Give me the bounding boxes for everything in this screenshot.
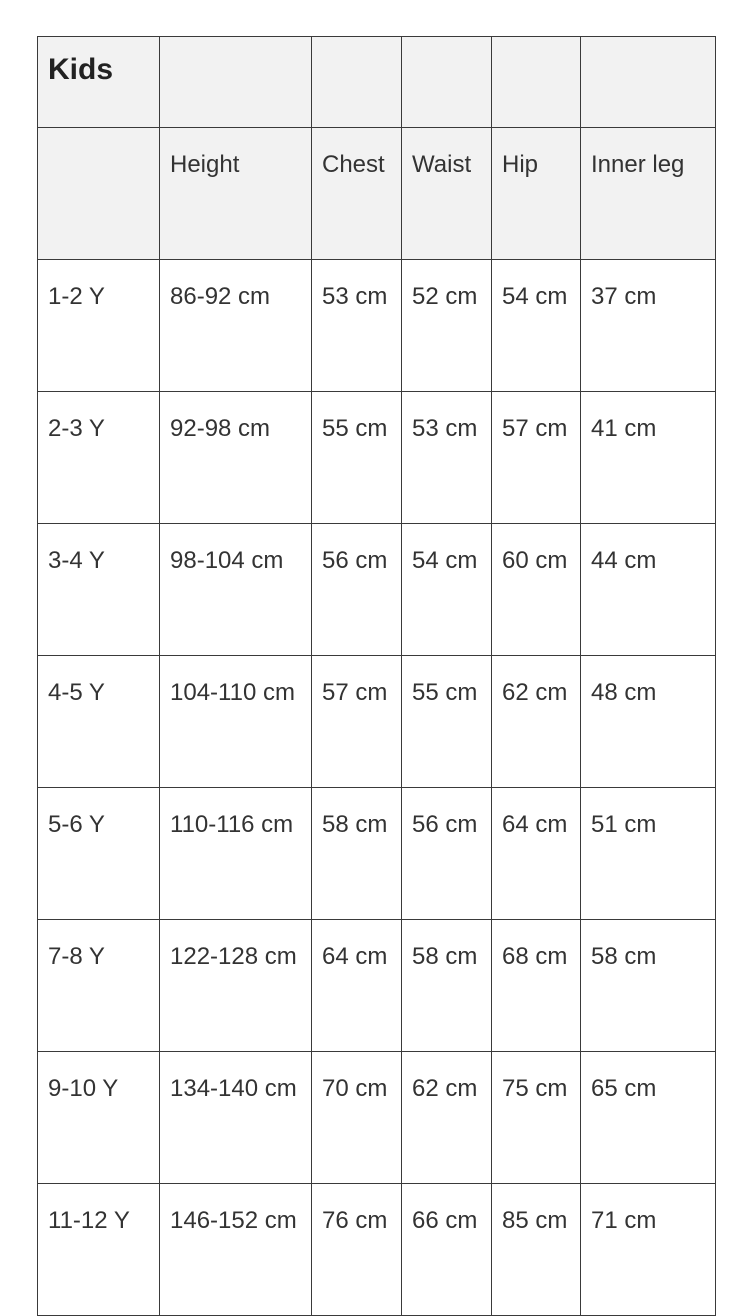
cell-hip: 54 cm — [492, 260, 581, 392]
table-row — [38, 788, 716, 920]
cell-hip: 64 cm — [492, 788, 581, 920]
cell-inner-leg: 48 cm — [581, 656, 716, 788]
cell-chest: 58 cm — [312, 788, 402, 920]
cell-inner-leg: 58 cm — [581, 920, 716, 1052]
cell-waist: 54 cm — [402, 524, 492, 656]
cell-hip: 75 cm — [492, 1052, 581, 1184]
table-row — [38, 656, 716, 788]
cell-chest: 76 cm — [312, 1184, 402, 1316]
cell-inner-leg: 71 cm — [581, 1184, 716, 1316]
cell-height: 110-116 cm — [160, 788, 312, 920]
cell-inner-leg: 51 cm — [581, 788, 716, 920]
cell-inner-leg: 37 cm — [581, 260, 716, 392]
cell-hip: 62 cm — [492, 656, 581, 788]
header-row — [38, 128, 716, 260]
table-row — [38, 920, 716, 1052]
cell-waist: 58 cm — [402, 920, 492, 1052]
title-row-cell — [160, 37, 312, 128]
cell-height: 146-152 cm — [160, 1184, 312, 1316]
cell-inner-leg: 44 cm — [581, 524, 716, 656]
table-row — [38, 260, 716, 392]
table-row — [38, 392, 716, 524]
cell-chest: 53 cm — [312, 260, 402, 392]
cell-age: 5-6 Y — [38, 788, 160, 920]
header-hip: Hip — [492, 128, 581, 260]
cell-age: 11-12 Y — [38, 1184, 160, 1316]
cell-height: 92-98 cm — [160, 392, 312, 524]
header-height: Height — [160, 128, 312, 260]
cell-age: 2-3 Y — [38, 392, 160, 524]
cell-chest: 70 cm — [312, 1052, 402, 1184]
cell-age: 1-2 Y — [38, 260, 160, 392]
cell-hip: 68 cm — [492, 920, 581, 1052]
cell-age: 9-10 Y — [38, 1052, 160, 1184]
cell-waist: 55 cm — [402, 656, 492, 788]
cell-chest: 56 cm — [312, 524, 402, 656]
cell-waist: 53 cm — [402, 392, 492, 524]
title-row-cell — [402, 37, 492, 128]
cell-hip: 57 cm — [492, 392, 581, 524]
cell-hip: 85 cm — [492, 1184, 581, 1316]
cell-chest: 55 cm — [312, 392, 402, 524]
title-row — [38, 37, 716, 128]
table-title: Kids — [48, 53, 114, 86]
cell-height: 98-104 cm — [160, 524, 312, 656]
header-inner-leg: Inner leg — [581, 128, 716, 260]
cell-inner-leg: 65 cm — [581, 1052, 716, 1184]
table-row — [38, 1184, 716, 1316]
table-row — [38, 1052, 716, 1184]
cell-waist: 56 cm — [402, 788, 492, 920]
cell-height: 86-92 cm — [160, 260, 312, 392]
header-chest: Chest — [312, 128, 402, 260]
title-row-cell — [581, 37, 716, 128]
cell-height: 104-110 cm — [160, 656, 312, 788]
cell-height: 122-128 cm — [160, 920, 312, 1052]
title-row-cell — [492, 37, 581, 128]
cell-chest: 64 cm — [312, 920, 402, 1052]
cell-hip: 60 cm — [492, 524, 581, 656]
table-title-cell — [38, 37, 160, 128]
cell-waist: 52 cm — [402, 260, 492, 392]
cell-age: 3-4 Y — [38, 524, 160, 656]
header-age — [38, 128, 160, 260]
cell-waist: 66 cm — [402, 1184, 492, 1316]
cell-waist: 62 cm — [402, 1052, 492, 1184]
cell-chest: 57 cm — [312, 656, 402, 788]
cell-age: 7-8 Y — [38, 920, 160, 1052]
table-row — [38, 524, 716, 656]
cell-age: 4-5 Y — [38, 656, 160, 788]
size-chart-table — [37, 36, 716, 1316]
title-row-cell — [312, 37, 402, 128]
cell-inner-leg: 41 cm — [581, 392, 716, 524]
cell-height: 134-140 cm — [160, 1052, 312, 1184]
header-waist: Waist — [402, 128, 492, 260]
